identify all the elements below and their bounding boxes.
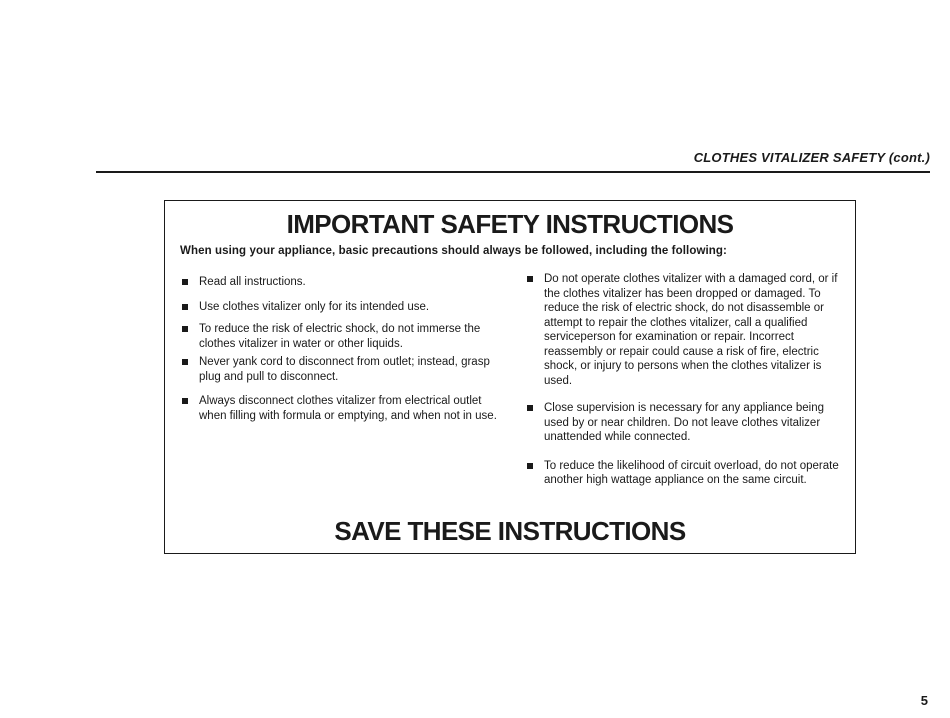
list-item (180, 322, 500, 351)
list-item (180, 394, 500, 423)
list-item-text: Close supervision is necessary for any appliance being used by or near children. Do not leave clothes vitalizer unattended while connected. (544, 402, 824, 443)
header-rule (96, 171, 930, 173)
left-instruction-list (180, 275, 500, 423)
list-item (180, 300, 500, 315)
list-item-text: Use clothes vitalizer only for its intended use. (199, 300, 430, 313)
square-bullet-icon (527, 463, 533, 469)
list-item (180, 275, 500, 290)
list-item (525, 272, 850, 388)
intro-text: When using your appliance, basic precautions should always be followed, including the following: (180, 245, 727, 257)
list-item-text: To reduce the likelihood of circuit overload, do not operate another high wattage appliance on the same circuit. (544, 459, 839, 486)
square-bullet-icon (182, 326, 188, 332)
square-bullet-icon (182, 279, 188, 285)
square-bullet-icon (182, 398, 188, 404)
running-header: CLOTHES VITALIZER SAFETY (cont.) (693, 150, 930, 165)
square-bullet-icon (527, 405, 533, 411)
box-footer: SAVE THESE INSTRUCTIONS (334, 516, 686, 546)
page-number: 5 (920, 693, 928, 708)
box-title: IMPORTANT SAFETY INSTRUCTIONS (286, 209, 734, 239)
list-item (525, 401, 850, 445)
list-item-text: Do not operate clothes vitalizer with a damaged cord, or if the clothes vitalizer has been dropped or damaged. To reduce the risk of electric shock, do not disassemble or attempt to repair the clothes vitalizer, call a qualified serviceperson for examination or repair. Incorrect reassembly or repair could cause a risk of fire, electric shock, or injury to persons when the clothes vitalizer is used. (544, 273, 838, 387)
list-item (525, 459, 850, 488)
square-bullet-icon (182, 304, 188, 310)
list-item-text: Never yank cord to disconnect from outlet; instead, grasp plug and pull to disconnect. (199, 356, 490, 383)
list-item-text: To reduce the risk of electric shock, do not immerse the clothes vitalizer in water or other liquids. (199, 323, 481, 350)
square-bullet-icon (182, 359, 188, 365)
safety-instructions-box (164, 200, 856, 554)
list-item (180, 355, 500, 384)
right-instruction-list (525, 272, 850, 488)
list-item-text: Always disconnect clothes vitalizer from electrical outlet when filling with formula or emptying, and when not in use. (199, 395, 497, 422)
list-item-text: Read all instructions. (199, 276, 306, 288)
square-bullet-icon (527, 276, 533, 282)
